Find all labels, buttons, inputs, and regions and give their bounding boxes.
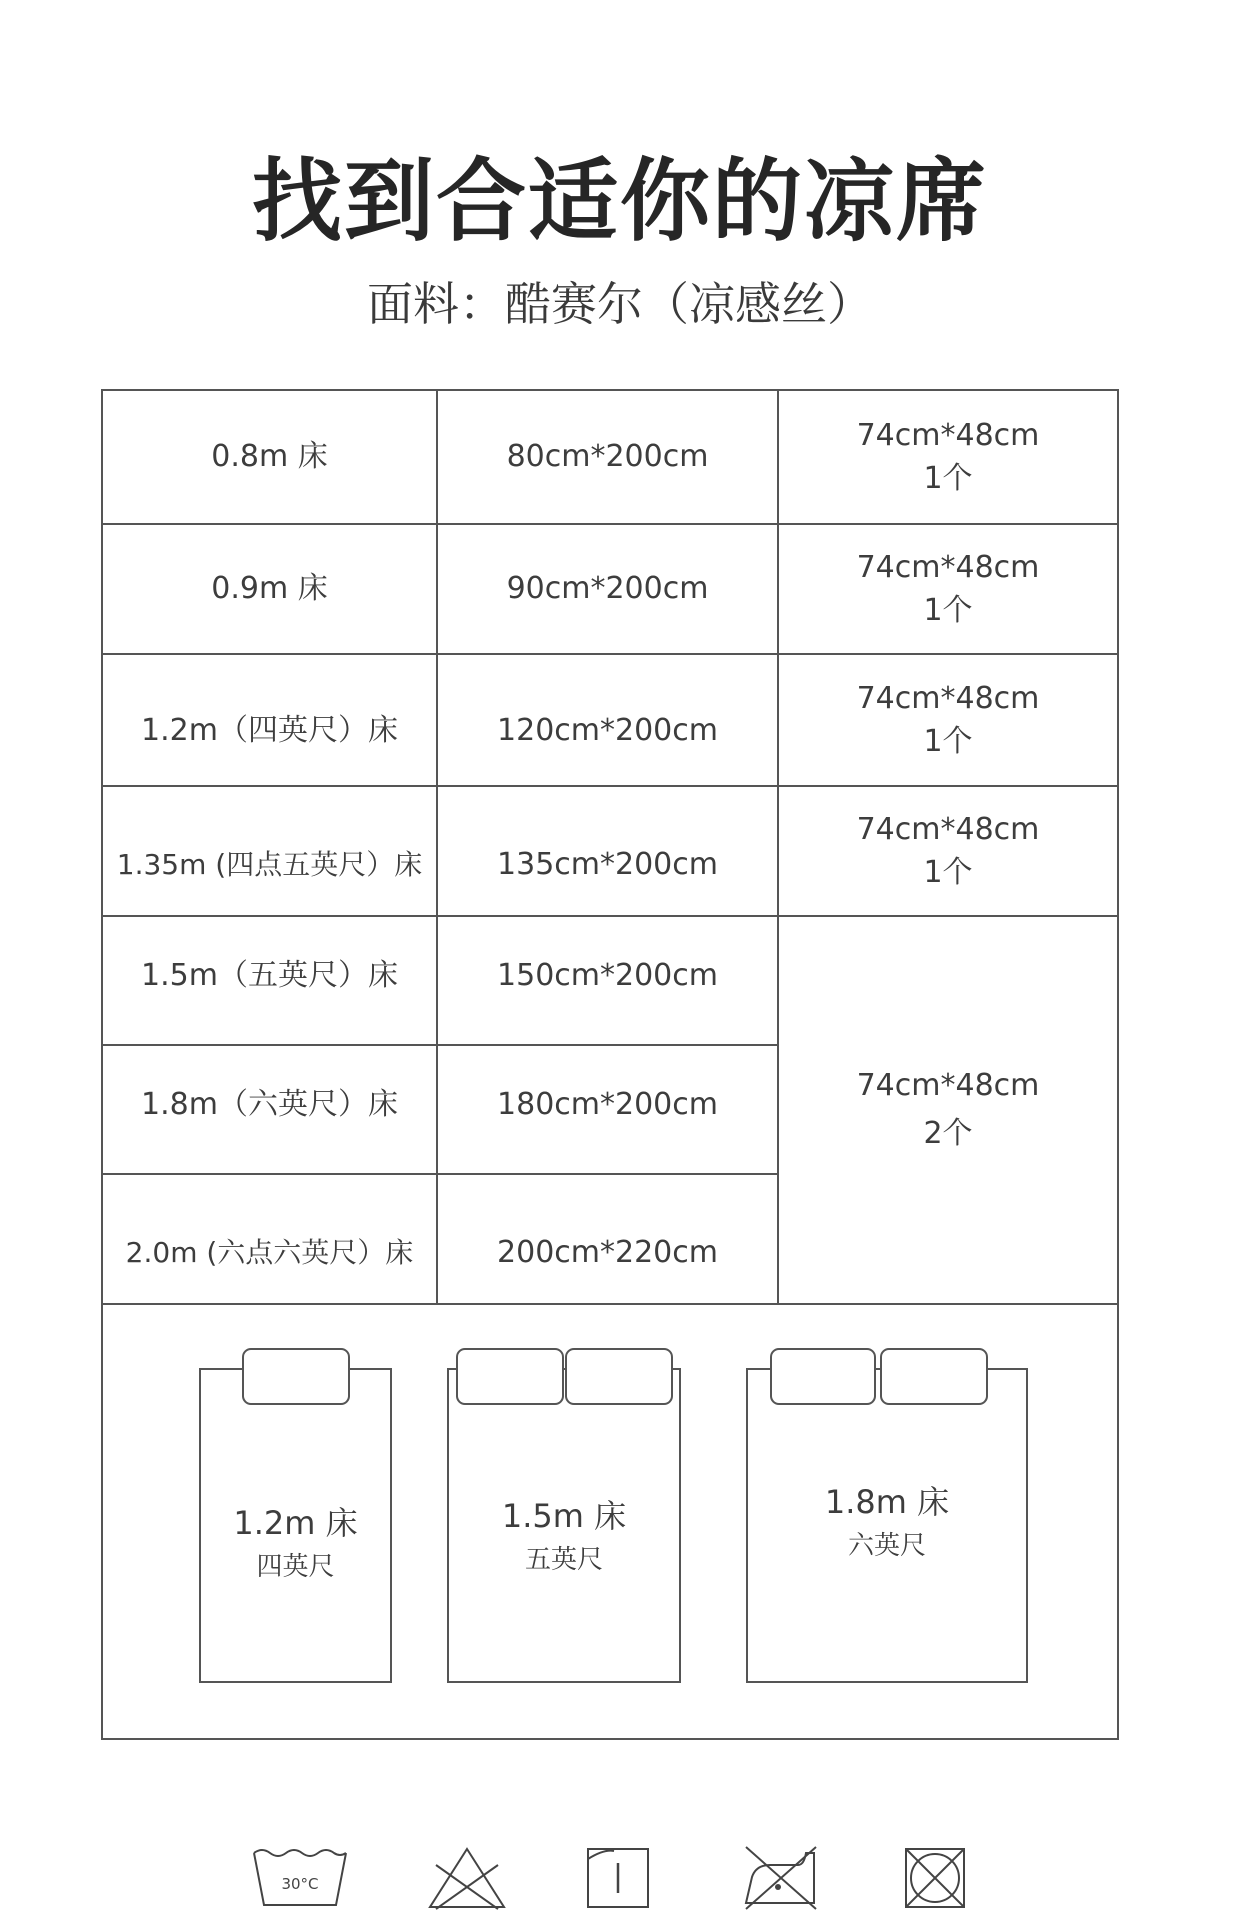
mat-size-label: 150cm*200cm [497, 957, 718, 993]
mat-size-cell [438, 1046, 777, 1173]
bed-size-label: 0.9m 床 [211, 571, 328, 607]
mat-size-cell [438, 1175, 777, 1303]
pillow-qty: 1个 [923, 593, 973, 628]
pillow-qty: 1个 [923, 855, 973, 890]
bed-width: 1.8m 床 [824, 1483, 950, 1521]
bed-size-label: 1.2m（四英尺）床 [141, 713, 398, 749]
pillow-cell [779, 391, 1117, 523]
bed-size-label: 0.8m 床 [211, 439, 328, 475]
mat-size-cell [438, 917, 777, 1044]
bed-diagram-panel [101, 1303, 1119, 1740]
bed-cell [103, 787, 436, 915]
pillow-qty: 1个 [923, 461, 973, 496]
bed-diagram-label [199, 1498, 392, 1583]
line-dry-icon [584, 1845, 652, 1911]
pillow-cell [779, 655, 1117, 785]
mat-size-cell [438, 391, 777, 523]
bed-width: 1.5m 床 [501, 1497, 627, 1535]
fabric-subtitle: 面料：酷赛尔（凉感丝） [367, 277, 873, 331]
bed-size-label: 1.35m (四点五英尺）床 [116, 847, 423, 881]
bed-cell [103, 1046, 436, 1173]
size-table [101, 389, 1119, 1305]
pillow-cell [779, 917, 1117, 1303]
mat-size-label: 120cm*200cm [497, 713, 718, 749]
mat-size-label: 135cm*200cm [497, 847, 718, 883]
pillow-qty: 1个 [923, 724, 973, 759]
pillow-shape [565, 1348, 673, 1405]
mat-size-label: 180cm*200cm [497, 1086, 718, 1122]
pillow-shape [242, 1348, 350, 1405]
page-title: 找到合适你的凉席 [252, 149, 988, 254]
bed-cell [103, 525, 436, 653]
bed-cell [103, 655, 436, 785]
mat-size-cell [438, 525, 777, 653]
pillow-size: 74cm*48cm [856, 417, 1040, 453]
pillow-cell [779, 787, 1117, 915]
bed-feet: 六英尺 [847, 1531, 926, 1561]
bed-diagram-label [447, 1491, 681, 1576]
mat-size-label: 200cm*220cm [497, 1235, 718, 1271]
pillow-qty: 2个 [923, 1116, 973, 1151]
bed-size-label: 1.5m（五英尺）床 [141, 957, 398, 993]
pillow-size: 74cm*48cm [856, 680, 1040, 716]
pillow-shape [770, 1348, 876, 1405]
bed-diagram-label [746, 1477, 1028, 1562]
wash-30c-icon [250, 1845, 350, 1911]
mat-size-label: 90cm*200cm [506, 571, 709, 607]
wash-temp-label: 30°C [281, 1875, 319, 1893]
bed-size-label: 2.0m (六点六英尺）床 [125, 1235, 414, 1269]
pillow-size: 74cm*48cm [856, 1068, 1040, 1103]
no-tumble-dry-icon [902, 1845, 968, 1911]
bed-width: 1.2m 床 [233, 1504, 358, 1542]
no-bleach-icon [426, 1845, 508, 1911]
pillow-size: 74cm*48cm [856, 549, 1040, 585]
pillow-shape [880, 1348, 988, 1405]
bed-feet: 五英尺 [524, 1545, 603, 1575]
pillow-size: 74cm*48cm [856, 811, 1040, 847]
pillow-shape [456, 1348, 564, 1405]
bed-cell [103, 917, 436, 1044]
bed-cell [103, 1175, 436, 1303]
bed-cell [103, 391, 436, 523]
mat-size-cell [438, 787, 777, 915]
mat-size-cell [438, 655, 777, 785]
pillow-cell [779, 525, 1117, 653]
no-iron-icon [740, 1843, 820, 1913]
bed-feet: 四英尺 [256, 1552, 335, 1582]
mat-size-label: 80cm*200cm [506, 439, 709, 475]
bed-size-label: 1.8m（六英尺）床 [141, 1086, 398, 1122]
